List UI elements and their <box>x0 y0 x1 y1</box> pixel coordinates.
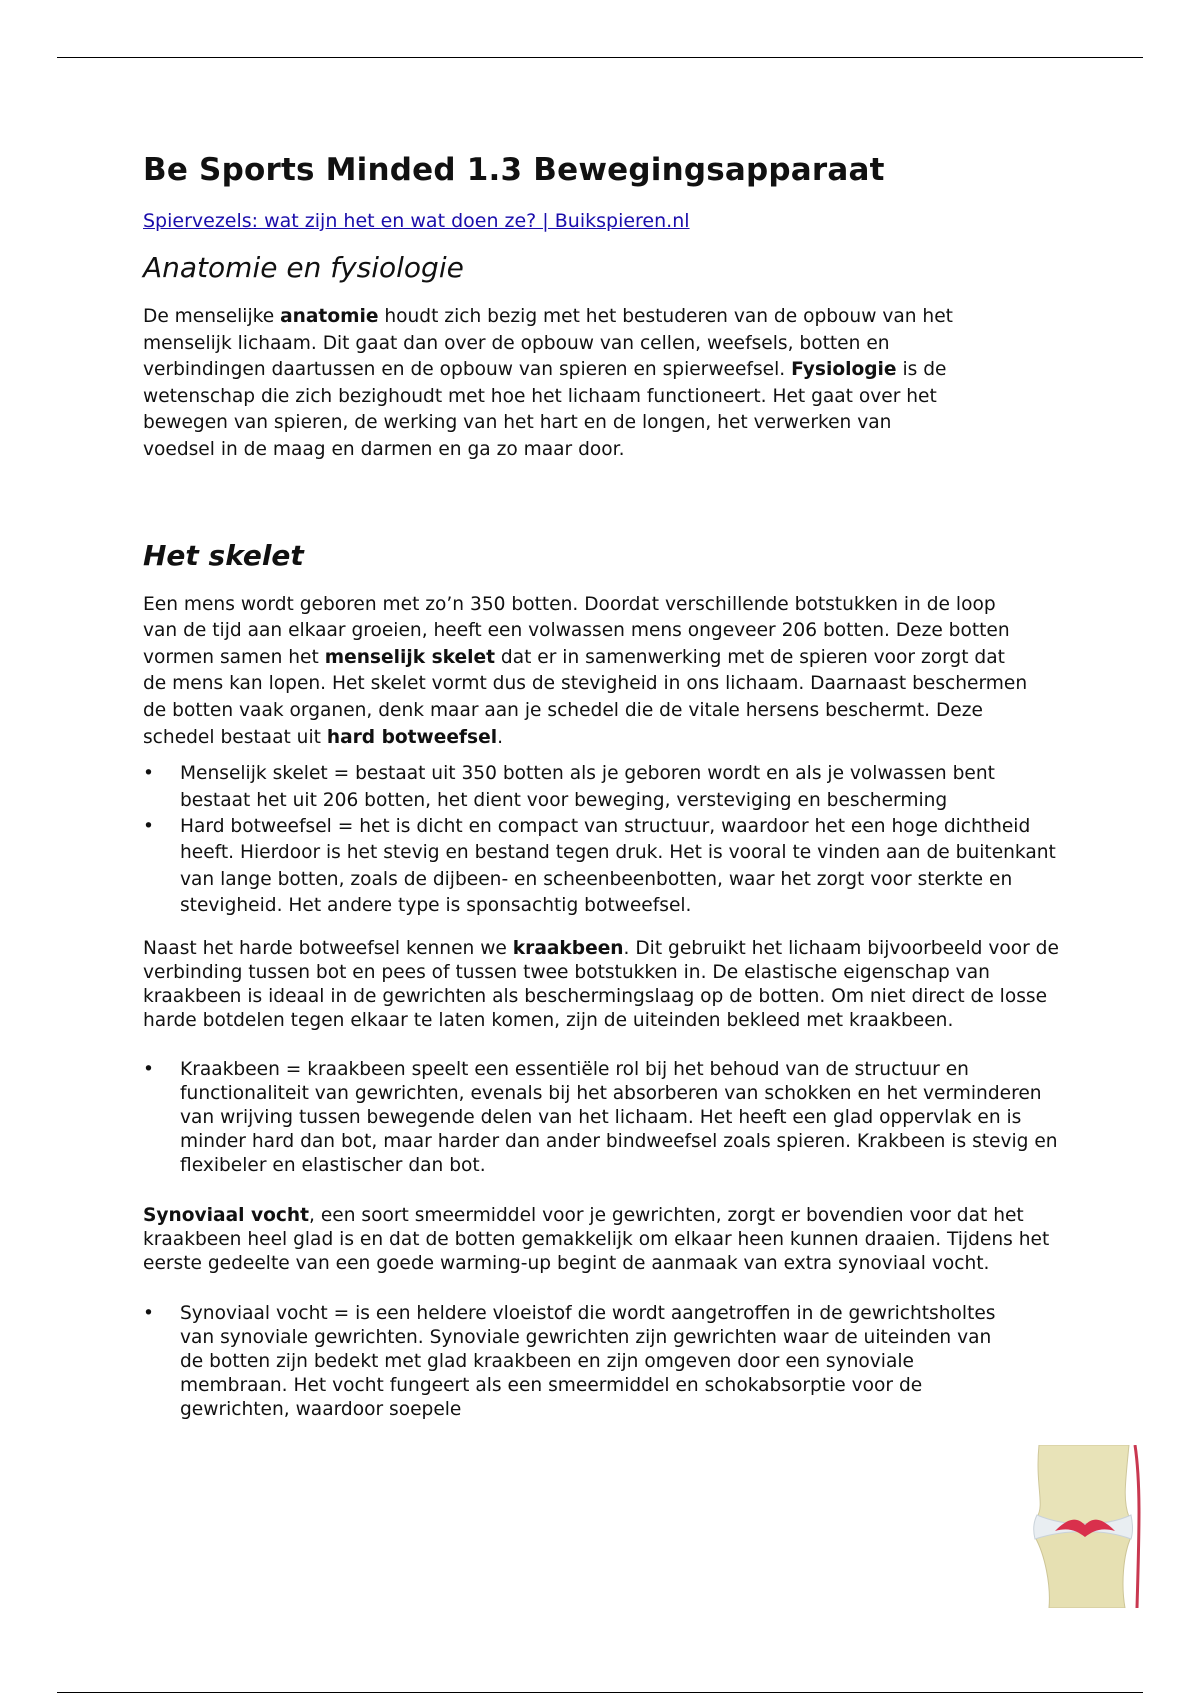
cartilage-paragraph: Naast het harde botweefsel kennen we kraakbeen. Dit gebruikt het lichaam bijvoorbeeld voor de verbinding tussen bot en pees of tussen twee botstukken in. De elastische eigenschap van kraakbeen is ideaal in de gewrichten als beschermingslaag op de botten. Om niet direct de losse harde botdelen tegen elkaar te laten komen, zijn de uiteinden bekleed met kraakbeen. <box>143 937 1059 1031</box>
bottom-rule <box>57 1692 1143 1693</box>
skeleton-paragraph: Een mens wordt geboren met zo’n 350 botten. Doordat verschillende botstukken in de loop van de tijd aan elkaar groeien, heeft een volwassen mens ongeveer 206 botten. Deze botten vormen samen het menselijk skelet dat er in samenwerking met de spieren voor zorgt dat de mens kan lopen. Het skelet vormt dus de stevigheid in ons lichaam. Daarnaast beschermen de botten vaak organen, denk maar aan je schedel die de vitale hersens beschermt. Deze schedel bestaat uit hard botweefsel. <box>143 593 1028 748</box>
list-item: • Kraakbeen = kraakbeen speelt een essentiële rol bij het behoud van de structuur en functionaliteit van gewrichten, evenals bij het absorberen van schokken en het verminderen van wrijving tussen bewegende delen van het lichaam. Het heeft een glad oppervlak en is minder hard dan bot, maar harder dan ander bindweefsel zoals spieren. Krakbeen is stevig en flexibeler en elastischer dan bot. <box>143 1058 1063 1178</box>
top-rule <box>57 57 1143 58</box>
skeleton-bullet-list <box>143 761 1063 919</box>
list-item: • Hard botweefsel = het is dicht en compact van structuur, waardoor het een hoge dichtheid heeft. Hierdoor is het stevig en bestand tegen druk. Het is vooral te vinden aan de buitenkant van lange botten, zoals de dijbeen- en scheenbeenbotten, waar het zorgt voor sterkte en stevigheid. Het andere type is sponsachtig botweefsel. <box>143 814 1063 920</box>
knee-joint-illustration <box>1025 1445 1143 1608</box>
anatomy-paragraph: De menselijke anatomie houdt zich bezig met het bestuderen van de opbouw van het menselijk lichaam. Dit gaat dan over de opbouw van cellen, weefsels, botten en verbindingen daartussen en de opbouw van spieren en spierweefsel. Fysiologie is de wetenschap die zich bezighoudt met hoe het lichaam functioneert. Het gaat over het bewegen van spieren, de werking van het hart en de longen, het verwerken van voedsel in de maag en darmen en ga zo maar door. <box>143 306 953 460</box>
list-item: • Synoviaal vocht = is een heldere vloeistof die wordt aangetroffen in de gewrichtsholtes van synoviale gewrichten. Synoviale gewrichten zijn gewrichten waar de uiteinden van de botten zijn bedekt met glad kraakbeen en zijn omgeven door een synoviale membraan. Het vocht fungeert als een smeermiddel en schokabsorptie voor de gewrichten, waardoor soepele <box>143 1302 1005 1422</box>
skeleton-heading: Het skelet <box>143 538 304 572</box>
synovial-paragraph: Synoviaal vocht, een soort smeermiddel voor je gewrichten, zorgt er bovendien voor dat het kraakbeen heel glad is en dat de botten gemakkelijk om elkaar heen kunnen draaien. Tijdens het eerste gedeelte van een goede warming-up begint de aanmaak van extra synoviaal vocht. <box>143 1204 1050 1274</box>
page-title: Be Sports Minded 1.3 Bewegingsapparaat <box>143 152 885 188</box>
source-link[interactable]: Spiervezels: wat zijn het en wat doen ze? | Buikspieren.nl <box>143 210 690 232</box>
list-item: • Menselijk skelet = bestaat uit 350 botten als je geboren wordt en als je volwassen bent bestaat het uit 206 botten, het dient voor beweging, versteviging en bescherming <box>143 761 1063 814</box>
cartilage-bullet-list <box>143 1058 1063 1178</box>
anatomy-heading: Anatomie en fysiologie <box>143 251 464 284</box>
document-body <box>143 150 1063 1422</box>
synovial-bullet-list <box>143 1302 1005 1422</box>
